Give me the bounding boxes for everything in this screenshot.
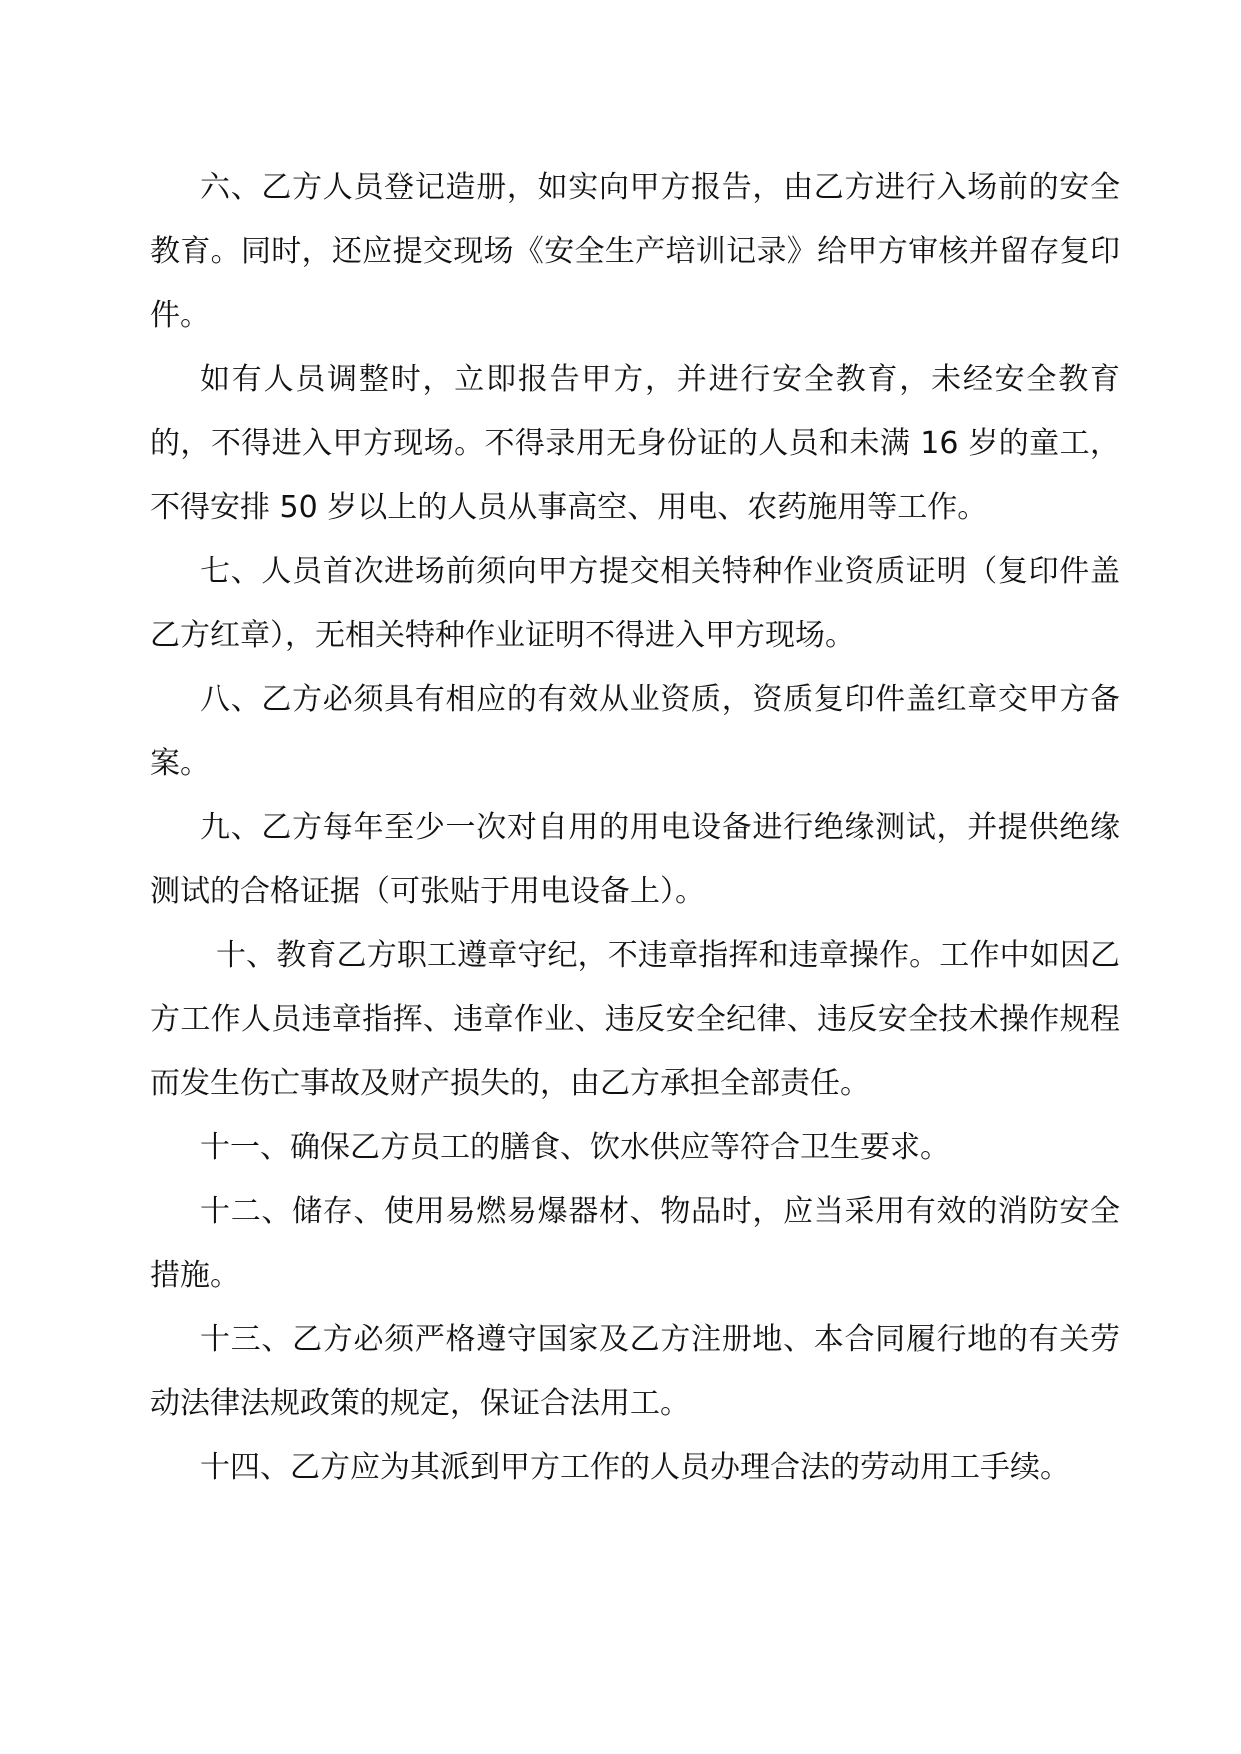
paragraph-14: 十四、乙方应为其派到甲方工作的人员办理合法的劳动用工手续。 xyxy=(200,1450,1070,1485)
paragraph-11: 十一、确保乙方员工的膳食、饮水供应等符合卫生要求。 xyxy=(200,1130,950,1165)
paragraph-6: 六、乙方人员登记造册，如实向甲方报告，由乙方进行入场前的安全教育。同时，还应提交现场《安全生产培训记录》给甲方审核并留存复印件。 xyxy=(150,170,1120,333)
paragraph-6-continued: 如有人员调整时，立即报告甲方，并进行安全教育，未经安全教育的，不得进入甲方现场。不得录用无身份证的人员和未满 16 岁的童工，不得安排 50 岁以上的人员从事高空、用电、农药施用等工作。 xyxy=(150,362,1120,525)
paragraph-10: 十、教育乙方职工遵章守纪，不违章指挥和违章操作。工作中如因乙方工作人员违章指挥、违章作业、违反安全纪律、违反安全技术操作规程而发生伤亡事故及财产损失的，由乙方承担全部责任。 xyxy=(150,938,1120,1101)
paragraph-12: 十二、储存、使用易燃易爆器材、物品时，应当采用有效的消防安全措施。 xyxy=(150,1194,1120,1293)
document-body xyxy=(150,156,1120,1500)
paragraph-9: 九、乙方每年至少一次对自用的用电设备进行绝缘测试，并提供绝缘测试的合格证据（可张贴于用电设备上）。 xyxy=(150,810,1120,909)
paragraph-8: 八、乙方必须具有相应的有效从业资质，资质复印件盖红章交甲方备案。 xyxy=(150,682,1120,781)
paragraph-7: 七、人员首次进场前须向甲方提交相关特种作业资质证明（复印件盖乙方红章），无相关特种作业证明不得进入甲方现场。 xyxy=(150,554,1120,653)
paragraph-13: 十三、乙方必须严格遵守国家及乙方注册地、本合同履行地的有关劳动法律法规政策的规定，保证合法用工。 xyxy=(150,1322,1120,1421)
